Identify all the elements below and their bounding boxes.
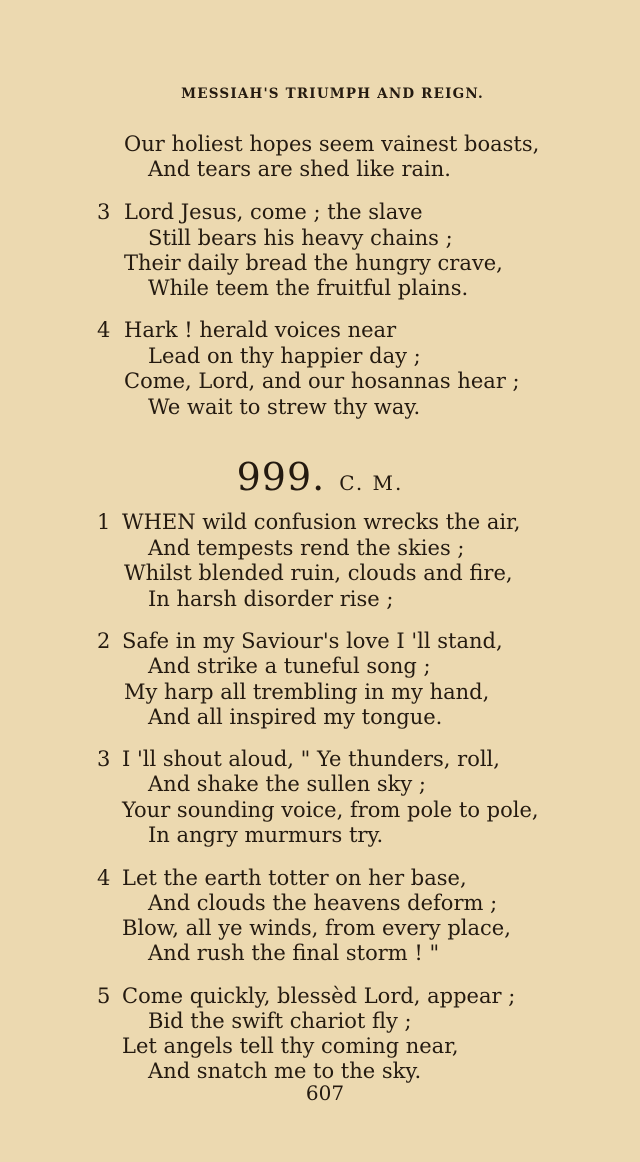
verse-line: And tempests rend the skies ; xyxy=(148,536,465,560)
verse-line: Whilst blended ruin, clouds and fire, xyxy=(124,561,513,585)
verse-number: 1 xyxy=(97,510,111,534)
verse-line: And all inspired my tongue. xyxy=(148,705,443,729)
verse-line: Bid the swift chariot fly ; xyxy=(148,1009,412,1033)
verse-line: Lead on thy happier day ; xyxy=(148,344,421,368)
verse-line: Blow, all ye winds, from every place, xyxy=(122,916,511,940)
verse-line: Let angels tell thy coming near, xyxy=(122,1034,459,1058)
verse-line: Let the earth totter on her base, xyxy=(122,866,467,890)
verse-line: And clouds the heavens deform ; xyxy=(148,891,498,915)
hymn-meter: C. M. xyxy=(339,471,404,495)
verse-line: My harp all trembling in my hand, xyxy=(124,680,490,704)
verse-line: I 'll shout aloud, " Ye thunders, roll, xyxy=(122,747,500,771)
verse-line: Still bears his heavy chains ; xyxy=(148,226,453,250)
verse-number: 4 xyxy=(97,318,111,342)
verse-number: 2 xyxy=(97,629,111,653)
verse-line: Lord Jesus, come ; the slave xyxy=(124,200,423,224)
verse-number: 4 xyxy=(97,866,111,890)
page-number: 607 xyxy=(305,1081,345,1105)
verse-line: Safe in my Saviour's love I 'll stand, xyxy=(122,629,503,653)
verse-number: 3 xyxy=(97,747,111,771)
verse-line: Come quickly, blessèd Lord, appear ; xyxy=(122,984,516,1008)
verse-line: In harsh disorder rise ; xyxy=(148,587,394,611)
verse-line: While teem the fruitful plains. xyxy=(148,276,469,300)
verse-line: And shake the sullen sky ; xyxy=(148,772,427,796)
verse-line: Come, Lord, and our hosannas hear ; xyxy=(124,369,520,393)
verse-line: In angry murmurs try. xyxy=(148,823,384,847)
hymn-number: 999. xyxy=(236,455,326,499)
verse-line: Hark ! herald voices near xyxy=(124,318,397,342)
verse-line: Their daily bread the hungry crave, xyxy=(124,251,503,275)
verse-line: And rush the final storm ! " xyxy=(148,941,440,965)
verse-line: Your sounding voice, from pole to pole, xyxy=(122,798,539,822)
verse-number: 3 xyxy=(97,200,111,224)
verse-line: And tears are shed like rain. xyxy=(148,157,451,181)
hymn-heading xyxy=(0,455,640,499)
running-header: MESSIAH'S TRIUMPH AND REIGN. xyxy=(181,86,484,102)
verse-line: WHEN wild confusion wrecks the air, xyxy=(122,510,521,534)
verse-line: And snatch me to the sky. xyxy=(148,1059,422,1083)
verse-line: Our holiest hopes seem vainest boasts, xyxy=(124,132,540,156)
verse-line: We wait to strew thy way. xyxy=(148,395,421,419)
verse-number: 5 xyxy=(97,984,111,1008)
verse-line: And strike a tuneful song ; xyxy=(148,654,431,678)
